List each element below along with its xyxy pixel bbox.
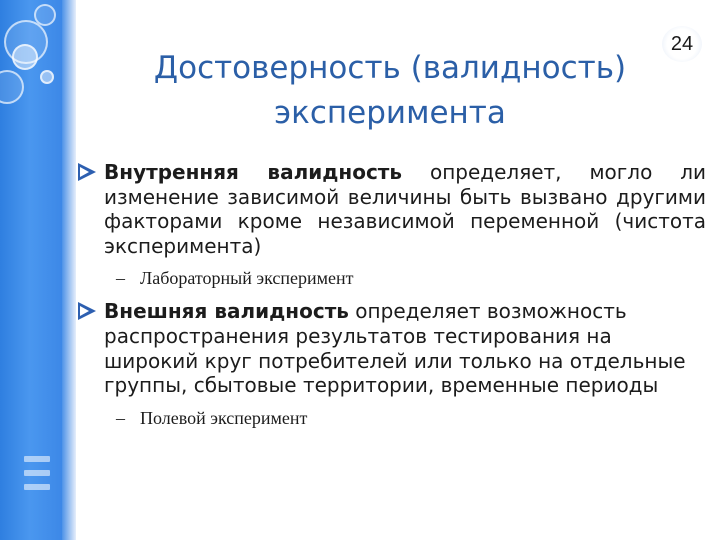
circle-decoration <box>12 44 38 70</box>
bullet-term: Внутренняя валидность <box>104 160 403 184</box>
circle-decoration <box>40 70 54 84</box>
circle-decoration <box>34 4 56 26</box>
slide-title <box>100 46 680 136</box>
bullet-term: Внешняя валидность <box>104 299 349 324</box>
slide-content <box>76 160 706 439</box>
bullet-text: определяет, могло ли изменение зависимой величины быть вызвано другими факторами кроме независимой переменной (чистота эксперимента) <box>104 160 706 258</box>
arrow-bullet-icon <box>78 163 96 181</box>
bullet-internal-validity <box>76 160 706 258</box>
sub-bullet-text: Полевой эксперимент <box>140 407 308 428</box>
dash-marker: – <box>116 407 125 428</box>
circle-decoration <box>0 70 24 104</box>
bullet-external-validity <box>76 299 706 397</box>
page-number: 24 <box>662 26 702 62</box>
sub-bullet-lab-experiment <box>76 268 706 289</box>
title-line-2: эксперимента <box>274 95 506 131</box>
dash-marker: – <box>116 268 125 289</box>
stripe-decoration <box>24 456 50 498</box>
sub-bullet-field-experiment <box>76 408 706 429</box>
sidebar-edge-gradient <box>62 0 76 540</box>
arrow-bullet-icon <box>78 302 96 320</box>
bullet-text: определяет возможность распространения результатов тестирования на широкий круг потребителей или только на отдельные группы, сбытовые территории, временные периоды <box>104 299 686 398</box>
sub-bullet-text: Лабораторный эксперимент <box>140 268 354 289</box>
title-line-1: Достоверность (валидность) <box>153 50 627 86</box>
left-decorative-band <box>0 0 66 540</box>
